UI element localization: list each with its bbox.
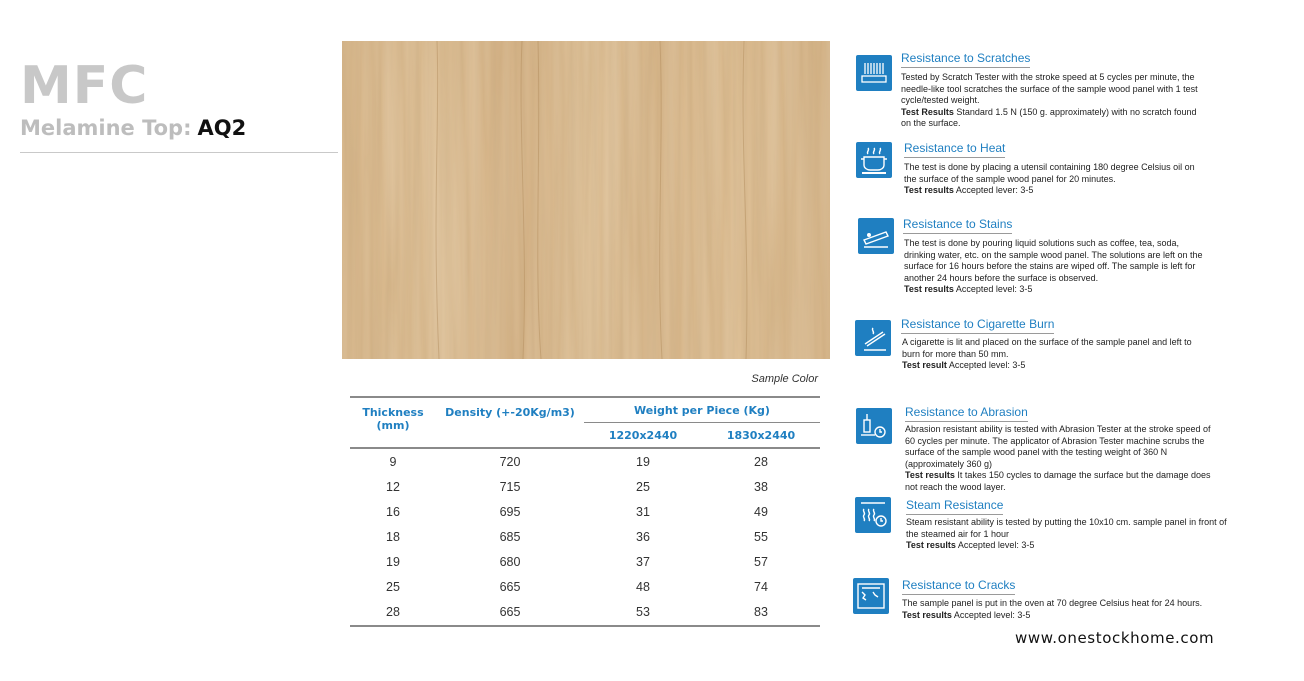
cigarette-icon <box>855 320 891 356</box>
heat-icon <box>856 142 892 178</box>
table-row <box>350 448 820 474</box>
spec-table <box>350 396 820 627</box>
product-code: AQ2 <box>197 116 247 140</box>
cell-density: 665 <box>436 600 584 626</box>
crack-icon <box>853 578 889 614</box>
abrasion-icon <box>856 408 892 444</box>
cell-density: 680 <box>499 554 521 569</box>
page-subtitle <box>20 114 246 142</box>
test-description: The test is done by placing a utensil containing 180 degree Celsius oil on the surface of the sample wood panel for 20 minutes. Test results Accepted lever: 3-5 <box>904 162 1195 196</box>
cell-weight-small: 48 <box>636 580 650 595</box>
test-title: Resistance to Heat <box>904 141 1005 158</box>
cell-thickness: 19 <box>386 554 400 569</box>
table-row <box>350 474 820 499</box>
website-link[interactable]: www.onestockhome.com <box>1015 629 1215 647</box>
scratch-icon <box>856 55 892 91</box>
table-row <box>350 600 820 626</box>
title-divider <box>20 152 338 153</box>
test-description: A cigarette is lit and placed on the surface of the sample panel and left to burn for more than 50 mm. Test result Accepted level: 3-5 <box>902 337 1192 371</box>
test-title: Resistance to Cigarette Burn <box>901 317 1054 334</box>
cell-weight-small: 25 <box>636 479 650 494</box>
cell-weight-large: 55 <box>754 529 768 544</box>
cell-thickness: 9 <box>389 454 397 469</box>
cell-weight-small: 53 <box>584 600 702 626</box>
test-title: Steam Resistance <box>906 498 1003 515</box>
subtitle-label: Melamine Top: <box>20 116 192 140</box>
cell-density: 715 <box>499 479 521 494</box>
test-description: Tested by Scratch Tester with the stroke speed at 5 cycles per minute, the needle-like tool scratches the surface of the sample wood panel with 1 test cycle/tested weight. Test Results Standard 1.5 N (150 g. approximately) with no scratch found on the surface. <box>901 72 1198 129</box>
cell-thickness: 28 <box>350 600 436 626</box>
header-weight: Weight per Piece (Kg) <box>584 397 820 423</box>
title-block <box>20 56 246 142</box>
cell-density: 720 <box>499 454 521 469</box>
cell-weight-large: 74 <box>754 580 768 595</box>
page-title: MFC <box>20 56 149 116</box>
test-description: Abrasion resistant ability is tested with Abrasion Tester at the stroke speed of 60 cycles per minute. The applicator of Abrasion Tester machine scrubs the surface of the sample wood panel with the testing weight of 360 N (approximately 360 g) Test results It takes 150 cycles to damage the surface but the damage does not reach the wood layer. <box>905 424 1211 492</box>
cell-thickness: 18 <box>386 529 400 544</box>
cell-thickness: 16 <box>386 504 400 519</box>
test-title: Resistance to Stains <box>903 217 1012 234</box>
header-density: Density (+-20Kg/m3) <box>436 397 584 448</box>
test-description: Steam resistant ability is tested by putting the 10x10 cm. sample panel in front of the steamed air for 1 hour Test results Accepted level: 3-5 <box>906 517 1227 551</box>
steam-icon <box>855 497 891 533</box>
table-row <box>350 499 820 524</box>
header-thickness: Thickness (mm) <box>350 397 436 448</box>
test-title: Resistance to Cracks <box>902 578 1015 595</box>
cell-weight-large: 83 <box>702 600 820 626</box>
cell-thickness: 25 <box>386 580 400 595</box>
wood-sample-image <box>342 41 830 359</box>
cell-weight-small: 31 <box>636 504 650 519</box>
table-row <box>350 549 820 574</box>
table-row <box>350 524 820 549</box>
header-size-1220x2440: 1220x2440 <box>584 423 702 449</box>
test-description: The sample panel is put in the oven at 70 degree Celsius heat for 24 hours. Test results Accepted level: 3-5 <box>902 598 1203 620</box>
cell-density: 695 <box>499 504 521 519</box>
cell-weight-large: 57 <box>754 554 768 569</box>
header-size-1830x2440: 1830x2440 <box>702 423 820 449</box>
cell-weight-large: 28 <box>754 454 768 469</box>
test-title: Resistance to Abrasion <box>905 405 1028 422</box>
cell-weight-small: 36 <box>636 529 650 544</box>
cell-weight-small: 37 <box>636 554 650 569</box>
cell-weight-large: 38 <box>754 479 768 494</box>
sample-caption: Sample Color <box>751 373 818 385</box>
stain-icon <box>858 218 894 254</box>
cell-weight-large: 49 <box>754 504 768 519</box>
cell-weight-small: 19 <box>636 454 650 469</box>
test-title: Resistance to Scratches <box>901 51 1030 68</box>
cell-thickness: 12 <box>386 479 400 494</box>
cell-density: 685 <box>499 529 521 544</box>
table-row <box>350 574 820 599</box>
cell-density: 665 <box>499 580 521 595</box>
test-description: The test is done by pouring liquid solutions such as coffee, tea, soda, drinking water, etc. on the sample wood panel. The solutions are left on the surface for 16 hours before the stains are wiped off. The sample is left for another 24 hours before the surface is observed. Test results Accepted level: 3-5 <box>904 238 1203 295</box>
